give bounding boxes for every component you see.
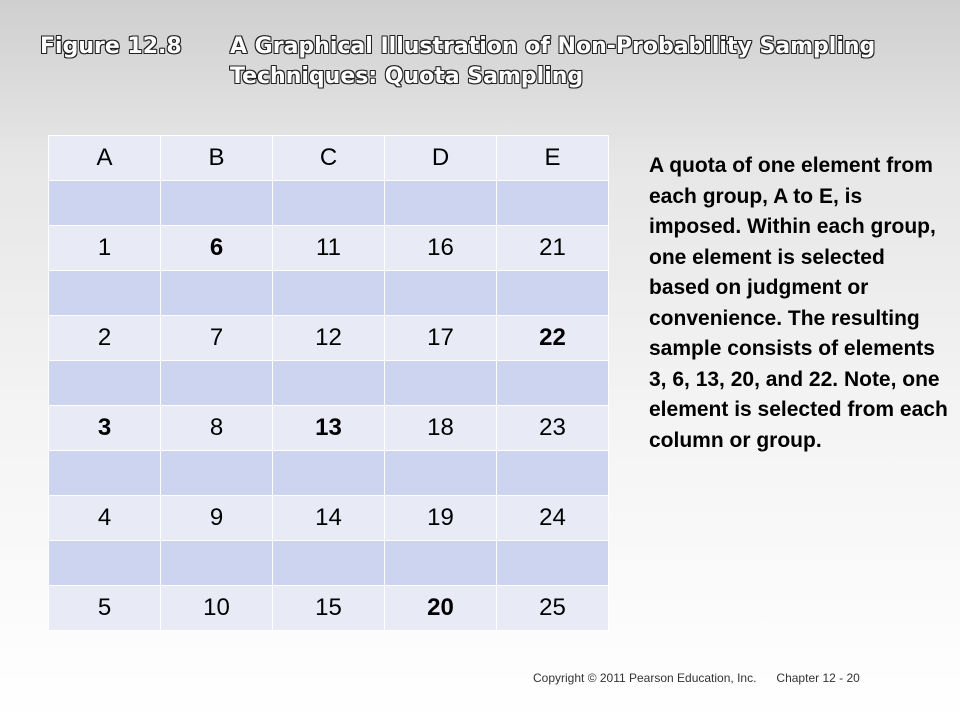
description-text: A quota of one element from each group, A to E, is imposed. Within each group, one element is selected based on judgment or convenience. The resulting sample consists of elements 3, 6, 13, 20, and 22. Note, one element is selected from each column or group. <box>649 154 948 452</box>
spacer-cell <box>49 181 161 226</box>
table-cell: 25 <box>497 586 609 631</box>
table-cell: 1 <box>49 226 161 271</box>
spacer-cell <box>49 271 161 316</box>
table-spacer-row <box>49 361 609 406</box>
table-cell: 2 <box>49 316 161 361</box>
table-spacer-row <box>49 451 609 496</box>
spacer-cell <box>161 181 273 226</box>
table-cell: 18 <box>385 406 497 451</box>
spacer-cell <box>385 271 497 316</box>
table-cell: 9 <box>161 496 273 541</box>
table-cell: 7 <box>161 316 273 361</box>
table-cell-selected: 22 <box>497 316 609 361</box>
spacer-cell <box>161 451 273 496</box>
table-cell-selected: 20 <box>385 586 497 631</box>
column-header: B <box>161 136 273 181</box>
table-row <box>49 496 609 541</box>
spacer-cell <box>273 271 385 316</box>
spacer-cell <box>497 541 609 586</box>
spacer-cell <box>385 541 497 586</box>
spacer-cell <box>273 361 385 406</box>
table-cell: 23 <box>497 406 609 451</box>
spacer-cell <box>273 181 385 226</box>
figure-label: Figure 12.8 <box>40 34 182 59</box>
slide-number: Chapter 12 - 20 <box>776 671 860 685</box>
spacer-cell <box>49 361 161 406</box>
copyright-text: Copyright © 2011 Pearson Education, Inc. <box>533 671 757 685</box>
table-cell-selected: 3 <box>49 406 161 451</box>
column-header: E <box>497 136 609 181</box>
column-header: A <box>49 136 161 181</box>
table-row <box>49 406 609 451</box>
table-spacer-row <box>49 181 609 226</box>
spacer-cell <box>161 271 273 316</box>
spacer-cell <box>273 541 385 586</box>
spacer-cell <box>49 451 161 496</box>
spacer-cell <box>497 361 609 406</box>
table-cell: 4 <box>49 496 161 541</box>
table-cell: 16 <box>385 226 497 271</box>
table-cell: 17 <box>385 316 497 361</box>
table-cell: 15 <box>273 586 385 631</box>
table-cell: 14 <box>273 496 385 541</box>
spacer-cell <box>273 451 385 496</box>
table-cell-selected: 6 <box>161 226 273 271</box>
table-cell: 24 <box>497 496 609 541</box>
table-header-row <box>49 136 609 181</box>
spacer-cell <box>161 361 273 406</box>
spacer-cell <box>385 181 497 226</box>
table-cell: 5 <box>49 586 161 631</box>
table-row <box>49 316 609 361</box>
quota-sampling-table <box>48 135 609 631</box>
figure-title: A Graphical Illustration of Non-Probability Sampling Techniques: Quota Sampling <box>230 34 876 89</box>
table-cell: 21 <box>497 226 609 271</box>
table-cell: 19 <box>385 496 497 541</box>
table-row <box>49 586 609 631</box>
table-cell-selected: 13 <box>273 406 385 451</box>
spacer-cell <box>497 181 609 226</box>
table-row <box>49 226 609 271</box>
column-header: D <box>385 136 497 181</box>
table-cell: 10 <box>161 586 273 631</box>
spacer-cell <box>497 271 609 316</box>
column-header: C <box>273 136 385 181</box>
slide-title <box>40 32 940 92</box>
spacer-cell <box>385 451 497 496</box>
table-cell: 12 <box>273 316 385 361</box>
table-cell: 8 <box>161 406 273 451</box>
table-cell: 11 <box>273 226 385 271</box>
slide-footer <box>533 671 913 685</box>
table-spacer-row <box>49 271 609 316</box>
spacer-cell <box>49 541 161 586</box>
spacer-cell <box>497 451 609 496</box>
spacer-cell <box>161 541 273 586</box>
spacer-cell <box>385 361 497 406</box>
table-spacer-row <box>49 541 609 586</box>
